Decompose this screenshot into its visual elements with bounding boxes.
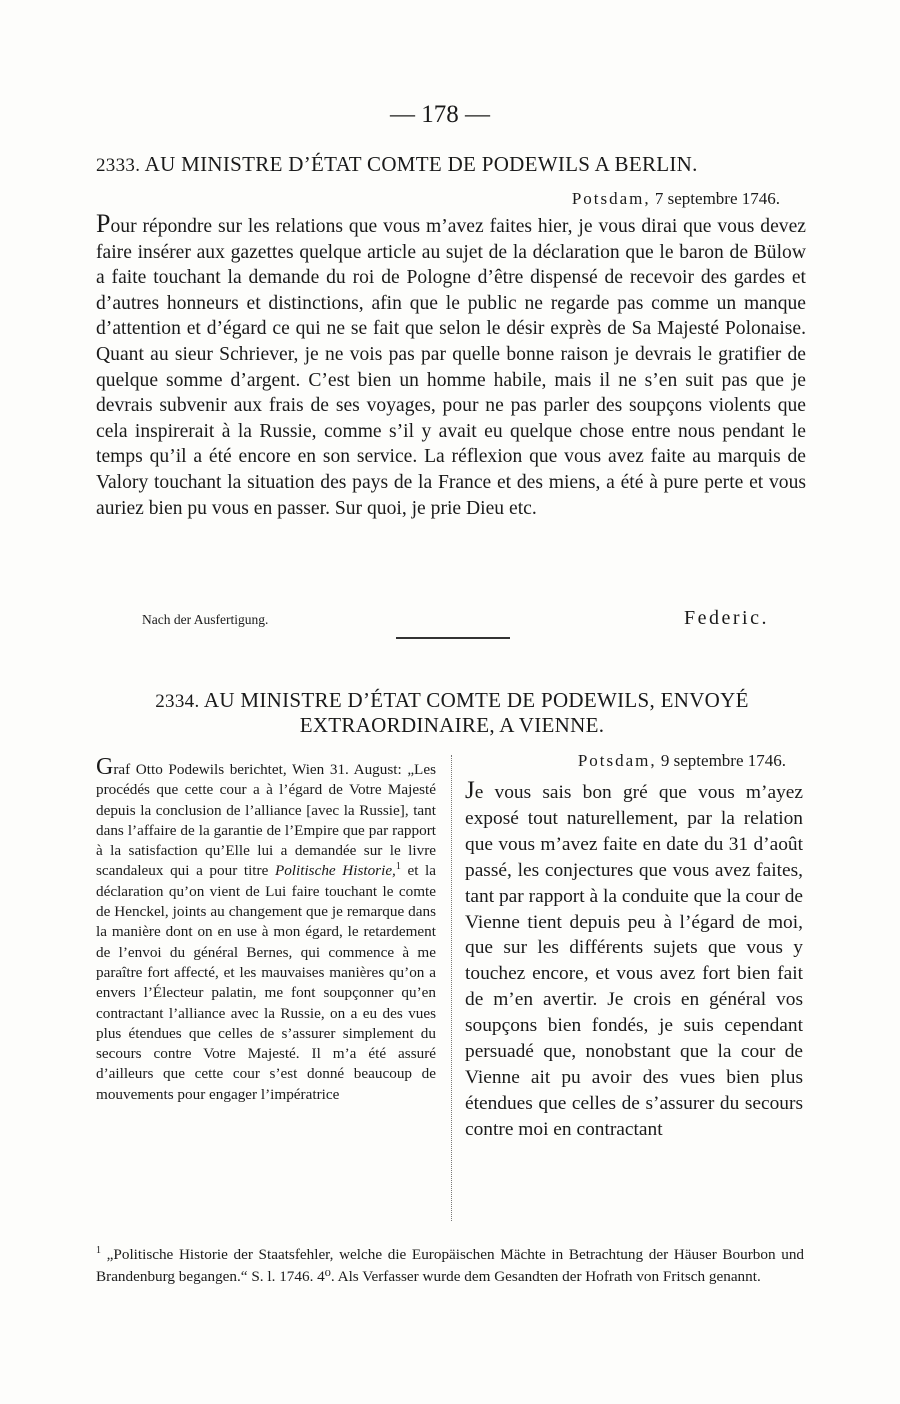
letter-text: e vous sais bon gré que vous m’ayez exposé tout naturellement, par la relation que vous m’avez faite en date du 31 d’août passé, les conjectures que vous avez faites, tant par rapport à la conduite que la cour de Vienne tient depuis peu à l’égard de moi, que sur les différents sujets que vous y touchez encore, et vous avez fort bien fait de m’en avertir. Je crois en général vos soupçons bien fondés, je suis cependant persuadé que, nonobstant que la cour de Vienne ait pu avoir des vues bien plus étendues que celles de s’assurer du secours contre moi en contractant [465,782,803,1140]
report-text-b: et la déclaration qu’on vient de Lui faire touchant le comte de Henckel, joints au changement que je remarque dans la manière dont on en use à mon égard, le retardement de l’envoi du général Bernes, qui commence à me paraître fort affecté, et les mauvaises manières qu’on a envers l’Électeur palatin, me font soupçonner qu’en contractant l’alliance avec la Russie, on a eu des vues plus étendues que celles de s’assurer simplement du secours contre Votre Majesté. Il m’a été assuré d’ailleurs que cette cour s’est donné beaucoup de mouvements pour engager l’impératrice [96,862,436,1103]
drop-cap: P [96,209,111,238]
dateline [520,751,786,771]
report-summary-column [96,754,436,1105]
letter-body [465,778,803,1143]
drop-cap: J [465,777,475,804]
report-text-a: raf Otto Podewils berichtet, Wien 31. August: „Les procédés que cette cour a à l’égard de Votre Majesté depuis la conclusion de l’alliance [avec la Russie], tant dans l’affaire de la garantie de l’Empire que par rapport à la satisfaction qu’Elle lui a demandée sur le livre scandaleux qui a pour titre [96,761,436,880]
dateline [500,189,780,209]
source-note: Nach der Ausfertigung. [142,612,269,627]
drop-cap: G [96,754,114,780]
section-divider [396,637,510,639]
column-divider [451,755,452,1221]
footnote-marker: 1 [96,1244,101,1256]
dateline-place: Potsdam, [577,751,657,770]
dateline-place: Potsdam, [571,189,651,208]
dateline-date: 7 septembre 1746. [654,189,780,208]
letter-title: AU MINISTRE D’ÉTAT COMTE DE PODEWILS A BERLIN. [144,152,698,176]
letter-number: 2333. [96,155,141,176]
footnote-ref: 1 [395,861,401,873]
signature: Federic. [684,607,769,629]
footnote-text: „Politische Historie der Staatsfehler, welche die Europäischen Mächte in Betrachtung der Häuser Bourbon und Brandenburg begangen.“ S. l. 1746. 4⁰. Als Verfasser wurde dem Gesandten der Hofrath von Fritsch genannt. [96,1246,805,1285]
dateline-date: 9 septembre 1746. [660,751,786,770]
page-number: — 178 — [390,101,490,128]
footnote [96,1244,804,1287]
letter-heading [96,152,808,177]
letter-number: 2334. [155,691,200,712]
letter-title-line-2: EXTRAORDINAIRE, A VIENNE. [299,713,605,737]
letter-text: our répondre sur les relations que vous m’avez faites hier, je vous dirai que vous devez faire insérer aux gazettes quelque article au sujet de la déclaration que le baron de Bülow a faite touchant la demande du roi de Pologne d’être dispensé de recevoir des gardes et d’autres honneurs et distinctions, afin que le public ne regarde pas comme un manque d’attention et d’égard ce qui ne se fait que selon le désir exprès de Sa Majesté Polonaise. Quant au sieur Schriever, je ne vois pas par quelle bonne raison je devrais le gratifier de quelque somme d’argent. C’est bien un homme habile, mais il ne s’en suit pas que je devrais subvenir aux frais de ses voyages, pour ne pas parler des soupçons violents que cela inspirerait à la Russie, comme s’il y avait eu quelque chose entre nous pendant le temps qu’il a été encore en son service. La réflexion que vous avez faite au marquis de Valory touchant la situation des pays de la France et des miens, a été à pure perte et vous auriez bien pu vous en passer. Sur quoi, je prie Dieu etc. [96,216,806,519]
book-title: Politische Historie, [274,862,396,880]
letter-body [96,211,806,521]
letter-title-line-1: AU MINISTRE D’ÉTAT COMTE DE PODEWILS, ENVOYÉ [203,688,749,712]
letter-heading [96,688,808,738]
